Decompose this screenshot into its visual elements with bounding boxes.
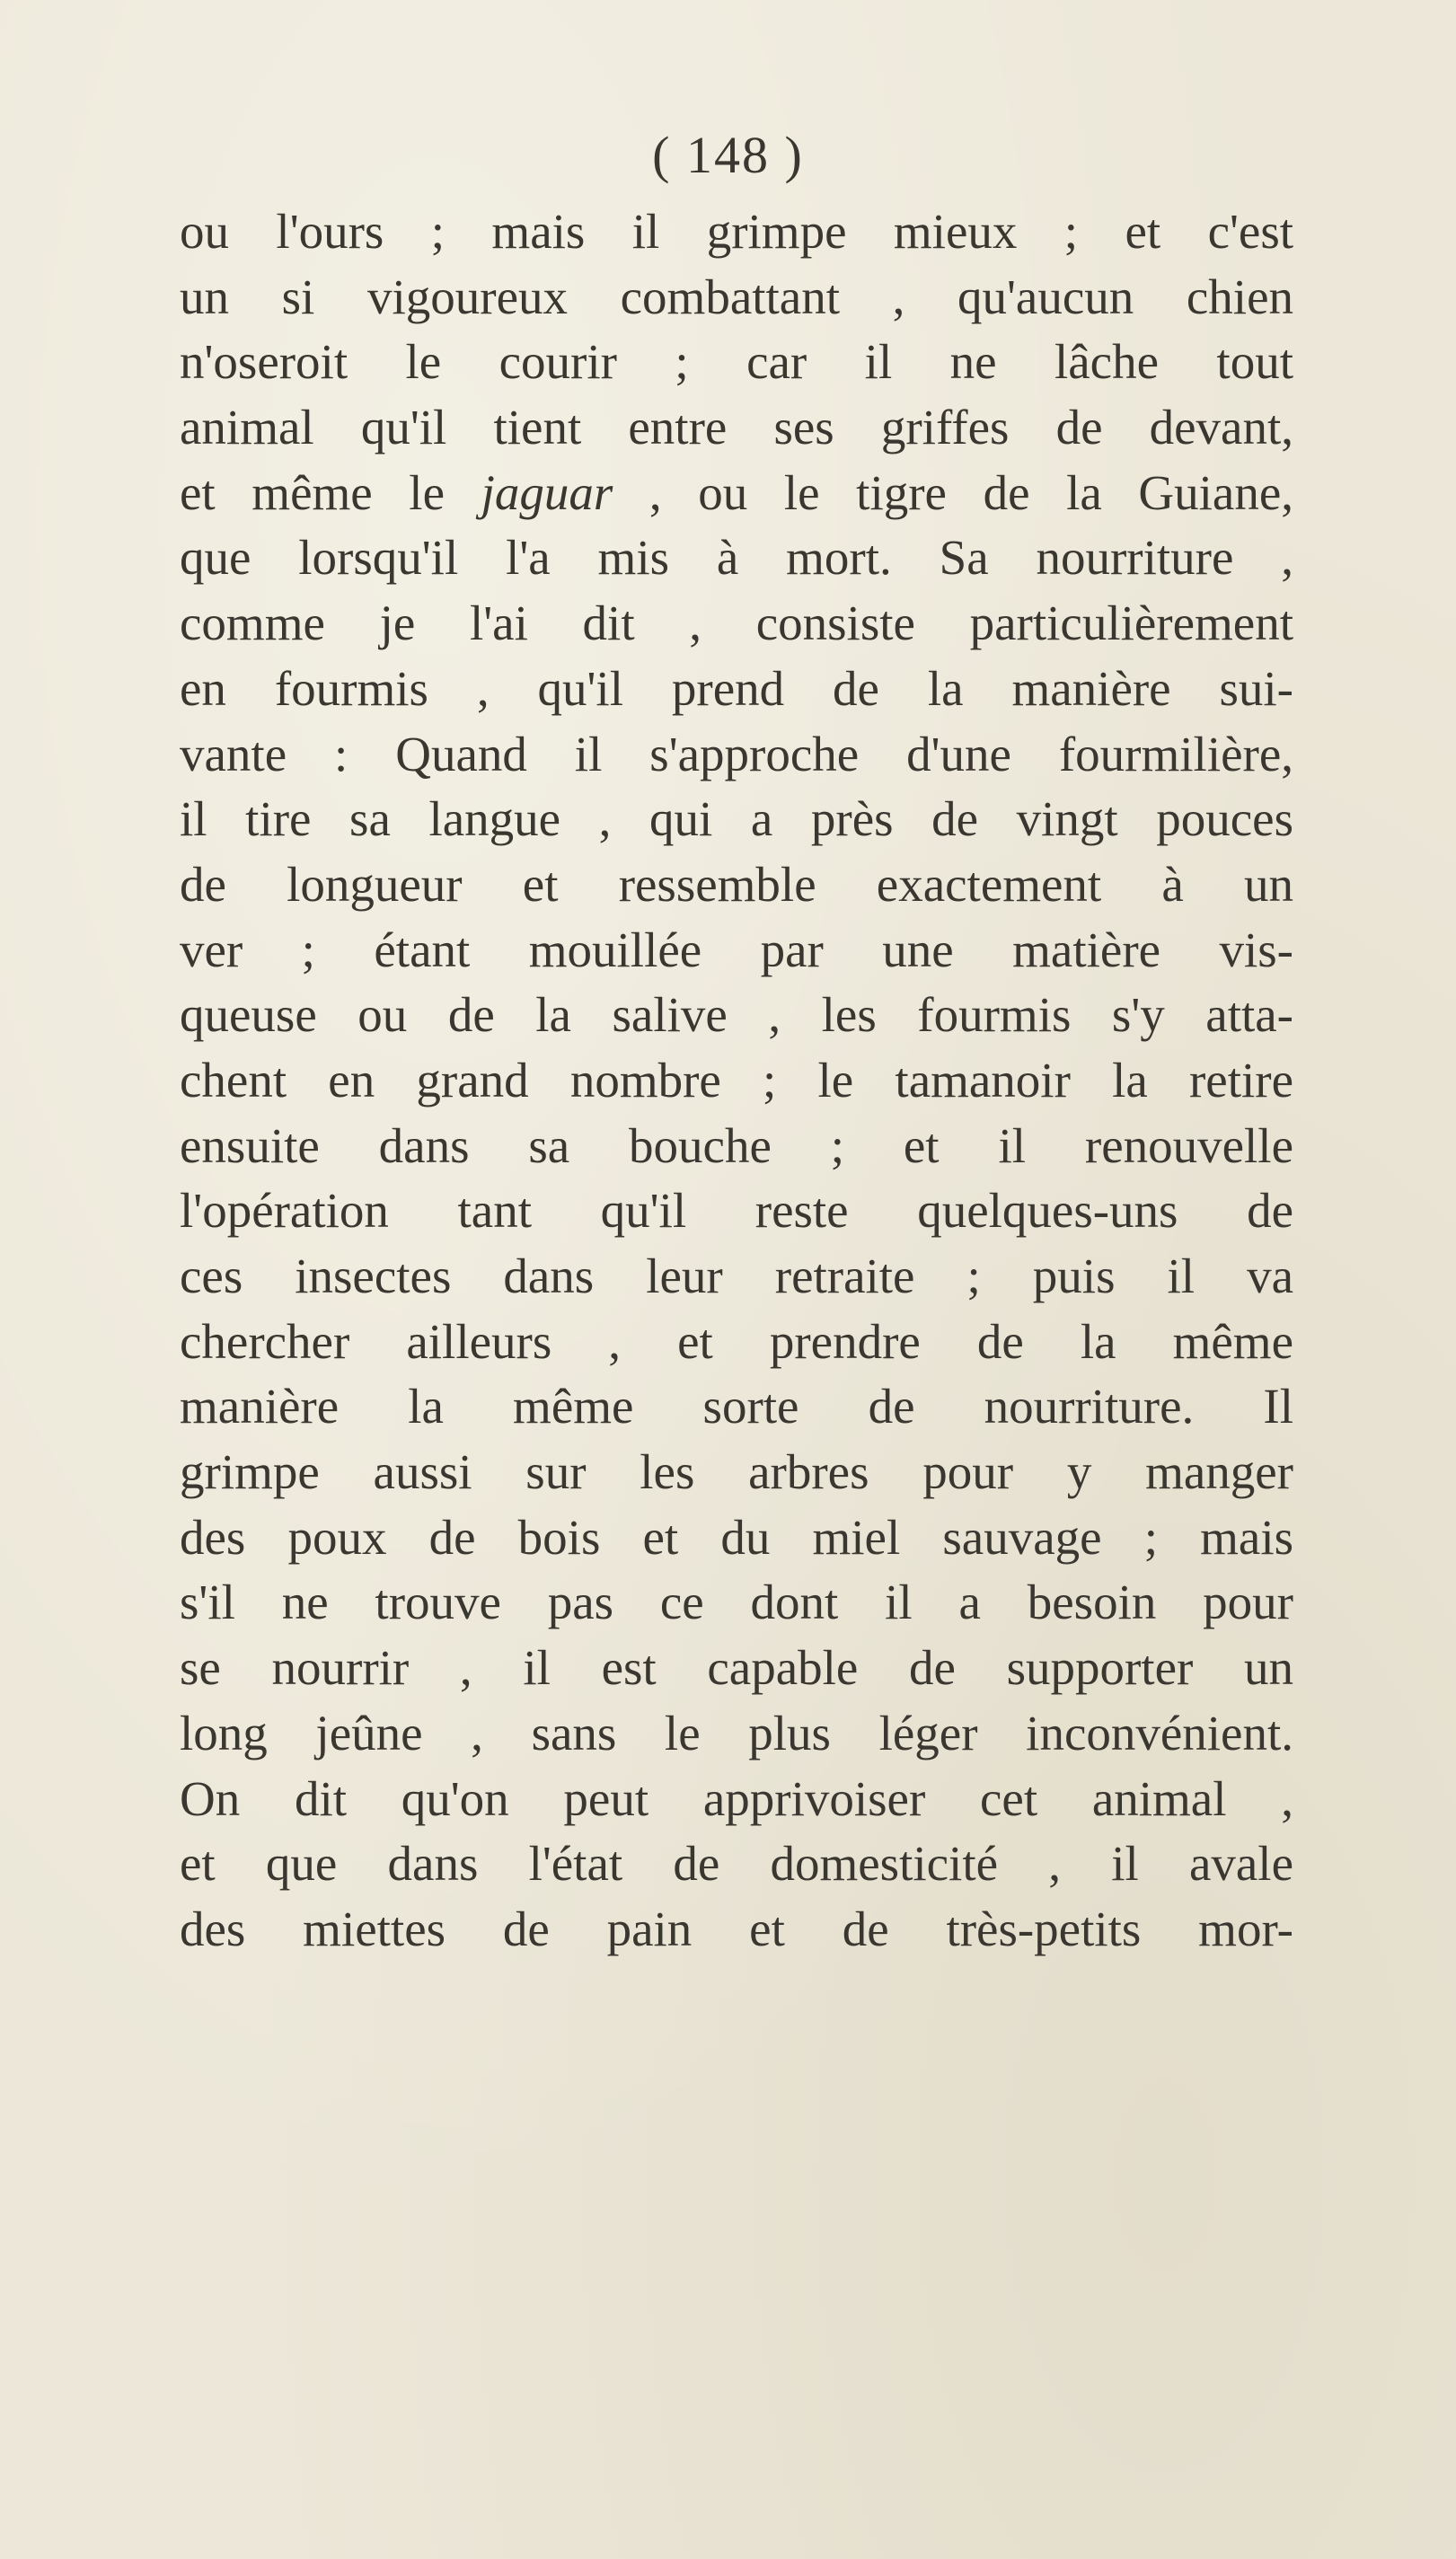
text-line: ensuite dans sa bouche ; et il renouvelle	[180, 1117, 1293, 1173]
text-line: s'il ne trouve pas ce dont il a besoin pour	[180, 1575, 1293, 1630]
text-line: de longueur et ressemble exactement à un	[180, 856, 1293, 912]
text-line: long jeûne , sans le plus léger inconvénient.	[180, 1705, 1293, 1760]
text-segment: et même le	[180, 464, 481, 520]
text-line: un si vigoureux combattant , qu'aucun chien	[180, 269, 1293, 324]
text-line: se nourrir , il est capable de supporter un	[180, 1640, 1293, 1696]
text-line: des poux de bois et du miel sauvage ; mais	[180, 1509, 1293, 1565]
text-line: ou l'ours ; mais il grimpe mieux ; et c'est	[180, 204, 1293, 259]
text-line: comme je l'ai dit , consiste particulièrement	[180, 596, 1293, 651]
text-line: que lorsqu'il l'a mis à mort. Sa nourriture ,	[180, 530, 1293, 586]
text-line: en fourmis , qu'il prend de la manière sui-	[180, 660, 1293, 716]
text-line: chent en grand nombre ; le tamanoir la retire	[180, 1052, 1293, 1107]
text-line	[180, 461, 1293, 526]
text-line: chercher ailleurs , et prendre de la même	[180, 1313, 1293, 1369]
text-line: l'opération tant qu'il reste quelques-uns de	[180, 1183, 1293, 1239]
text-line: ces insectes dans leur retraite ; puis il va	[180, 1249, 1293, 1303]
italic-word: jaguar	[481, 464, 613, 520]
text-line: n'oseroit le courir ; car il ne lâche tout	[180, 334, 1293, 390]
text-line: On dit qu'on peut apprivoiser cet animal ,	[180, 1770, 1293, 1826]
body-text	[180, 199, 1293, 1963]
text-line: il tire sa langue , qui a près de vingt pouces	[180, 791, 1293, 847]
text-line: queuse ou de la salive , les fourmis s'y atta-	[180, 987, 1293, 1043]
text-line: grimpe aussi sur les arbres pour y manger	[180, 1444, 1293, 1500]
page-number: ( 148 )	[652, 126, 804, 184]
text-line: et que dans l'état de domesticité , il avale	[180, 1836, 1293, 1892]
text-line: vante : Quand il s'approche d'une fourmilière,	[180, 726, 1293, 781]
text-line: animal qu'il tient entre ses griffes de devant,	[180, 400, 1293, 455]
text-segment: , ou le tigre de la Guiane,	[613, 464, 1293, 520]
text-line: ver ; étant mouillée par une matière vis-	[180, 922, 1293, 977]
text-line: manière la même sorte de nourriture. Il	[180, 1379, 1293, 1434]
text-line: des miettes de pain et de très-petits mor-	[180, 1901, 1293, 1956]
